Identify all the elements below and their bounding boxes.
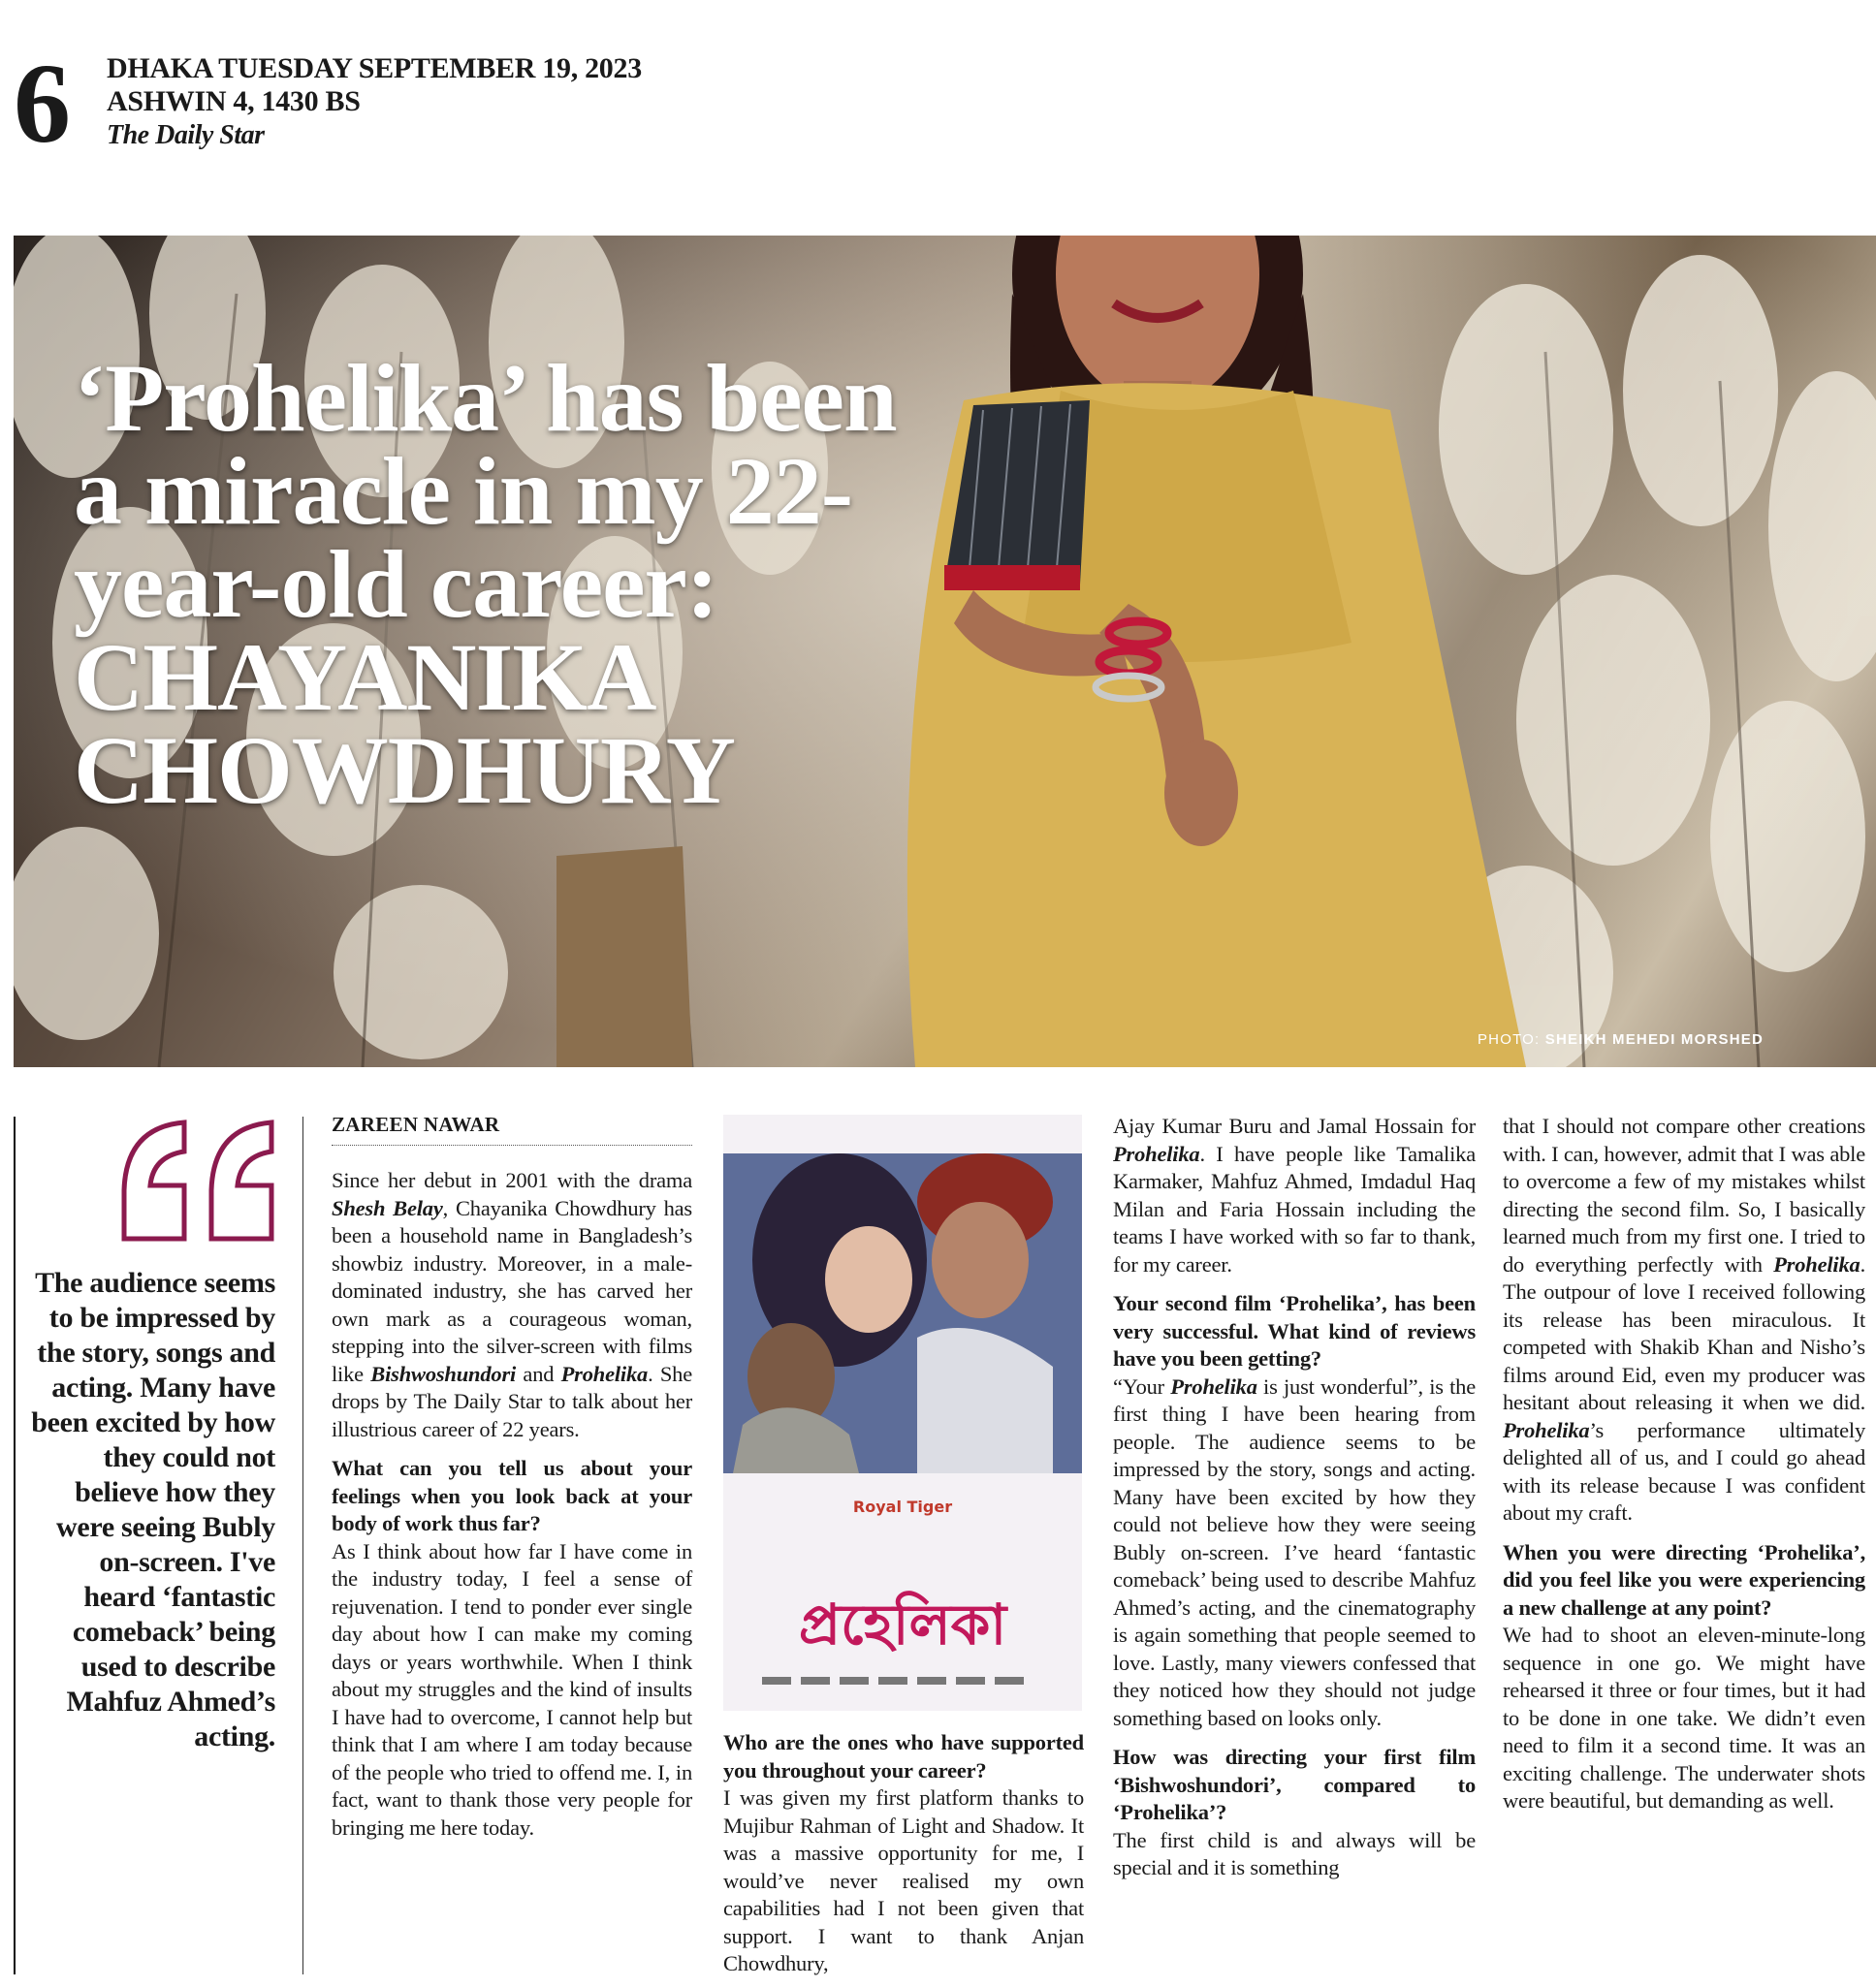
article-column-4: [1503, 1113, 1865, 1815]
answer-4-text-3: ’s performance ultimately delighted all of us, and I could go ahead with its release because I was confident about my craft.: [1503, 1417, 1865, 1525]
intro-text-1: Since her debut in 2001 with the drama: [332, 1168, 692, 1192]
question-1: What can you tell us about your feelings when you look back at your body of work thus far?: [332, 1456, 692, 1535]
answer-5: We had to shoot an eleven-minute-long sequence in one go. We might have rehearsed it three or four times, but it had to be done in one take. We didn’t even need to film it a second time. It was an exciting challenge. The underwater shots were beautiful, but demanding as well.: [1503, 1623, 1865, 1813]
answer-4-text-1: that I should not compare other creations with. I can, however, admit that I was able to overcome a few of my mistakes whilst directing the second film. So, I basically learned much from my first one. I tried to do everything perfectly with: [1503, 1114, 1865, 1277]
answer-3-text-1: “Your: [1113, 1373, 1171, 1399]
bangla-date: ASHWIN 4, 1430 BS: [107, 85, 361, 117]
hero-photo: [14, 236, 1876, 1067]
question-5: When you were directing ‘Prohelika’, did you feel like you were experiencing a new challenge at any point?: [1503, 1539, 1865, 1620]
answer-2-text-2: . I have people like Tamalika Karmaker, Mahfuz Ahmed, Imdadul Haq Milan and Faria Hossain including the teams I have worked with so far to thank, for my career.: [1113, 1141, 1476, 1277]
intro-title-2: Bishwoshundori: [370, 1361, 517, 1386]
intro-text-4: . She drops by The Daily Star to talk about her illustrious career of 22 years.: [332, 1361, 692, 1441]
intro-title-3: Prohelika: [560, 1361, 649, 1386]
masthead: [14, 40, 750, 167]
answer-4-title-2: Prohelika: [1503, 1417, 1590, 1442]
answer-1: As I think about how far I have come in the industry today, I feel a sense of rejuvenation. I tend to ponder ever single day about how I can make my coming days or years worthwhile. When I think about my struggles and the kind of insults I have had to overcome, I cannot help but think that I am where I am today because of the people who tried to offend me. I, in fact, want to thank those very people for bringing me here today.: [332, 1538, 692, 1840]
answer-3-title: Prohelika: [1170, 1373, 1257, 1399]
quote-mark-icon: [116, 1113, 281, 1248]
intro-paragraph: [332, 1167, 692, 1443]
article-column-3: [1113, 1113, 1476, 1882]
answer-3-text-2: is just wonderful”, is the first thing I have been hearing from people. The audience seems to be impressed by the story, songs and acting. Many have been excited by how they could not believe how they were seeing Bubly on-screen. I’ve heard ‘fantastic comeback’ being used to describe Mahfuz Ahmed’s acting, and the cinematography is again something that people seemed to love. Lastly, many viewers confessed that they noticed how they should not judge something based on looks only.: [1113, 1373, 1476, 1730]
answer-4-continued: [1503, 1113, 1865, 1528]
headline: [74, 344, 927, 824]
intro-title-1: Shesh Belay: [332, 1195, 443, 1220]
answer-4: The first child is and always will be special and it is something: [1113, 1827, 1476, 1879]
poster-title: প্রহেলিকা: [798, 1592, 1007, 1657]
film-poster: [723, 1115, 1082, 1711]
answer-2-continued: [1113, 1113, 1476, 1278]
dateline: [107, 52, 642, 118]
article-column-1: [332, 1167, 692, 1842]
article-column-2: [723, 1729, 1084, 1978]
answer-3: [1113, 1373, 1476, 1733]
answer-2: I was given my first platform thanks to Mujibur Rahman of Light and Shadow. It was a massive opportunity for me, I would’ve never realised my own capabilities had I not been given that support. I want to thank Anjan Chowdhury,: [723, 1785, 1084, 1975]
byline: ZAREEN NAWAR: [332, 1113, 692, 1146]
answer-4-title-1: Prohelika: [1773, 1251, 1860, 1277]
intro-text-2: , Chayanika Chowdhury has been a household name in Bangladesh’s showbiz industry. Moreover, in a male-dominated industry, she has carved her own mark as a courageous woman, stepping into the silver-screen with films like: [332, 1195, 692, 1386]
answer-4-text-2: . The outpour of love I received following its release has been miraculous. It competed with Shakib Khan and Nisho’s films around Eid, even my producer was hesitant about releasing it when we did.: [1503, 1251, 1865, 1414]
date-line: DHAKA TUESDAY SEPTEMBER 19, 2023: [107, 52, 642, 84]
question-3: Your second film ‘Prohelika’, has been very successful. What kind of reviews have you been getting?: [1113, 1291, 1476, 1371]
publication-name: The Daily Star: [107, 120, 265, 150]
column-rule: [302, 1117, 303, 1974]
photo-credit-label: PHOTO:: [1477, 1031, 1541, 1048]
page-number: 6: [14, 40, 67, 167]
photo-credit-name: SHEIKH MEHEDI MORSHED: [1544, 1031, 1764, 1048]
question-2: Who are the ones who have supported you throughout your career?: [723, 1730, 1084, 1783]
photo-credit: [1478, 1031, 1764, 1048]
headline-text: ‘Prohelika’ has been a miracle in my 22-year-old career:: [74, 344, 897, 638]
column-rule-left: [14, 1117, 16, 1974]
poster-sponsor: Royal Tiger: [852, 1498, 953, 1516]
pull-quote: The audience seems to be impressed by the story, songs and acting. Many have been excited by how they could not believe how they were seeing Bubly on-screen. I've heard ‘fantastic comeback’ being used to describe Mahfuz Ahmed’s acting.: [31, 1267, 275, 1752]
answer-2-text-1: Ajay Kumar Buru and Jamal Hossain for: [1113, 1114, 1476, 1138]
intro-text-3: and: [516, 1361, 561, 1386]
answer-2-title: Prohelika: [1113, 1141, 1200, 1166]
headline-name: CHAYANIKA CHOWDHURY: [74, 623, 735, 824]
question-4: How was directing your first film ‘Bishwoshundori’, compared to ‘Prohelika’?: [1113, 1745, 1476, 1824]
